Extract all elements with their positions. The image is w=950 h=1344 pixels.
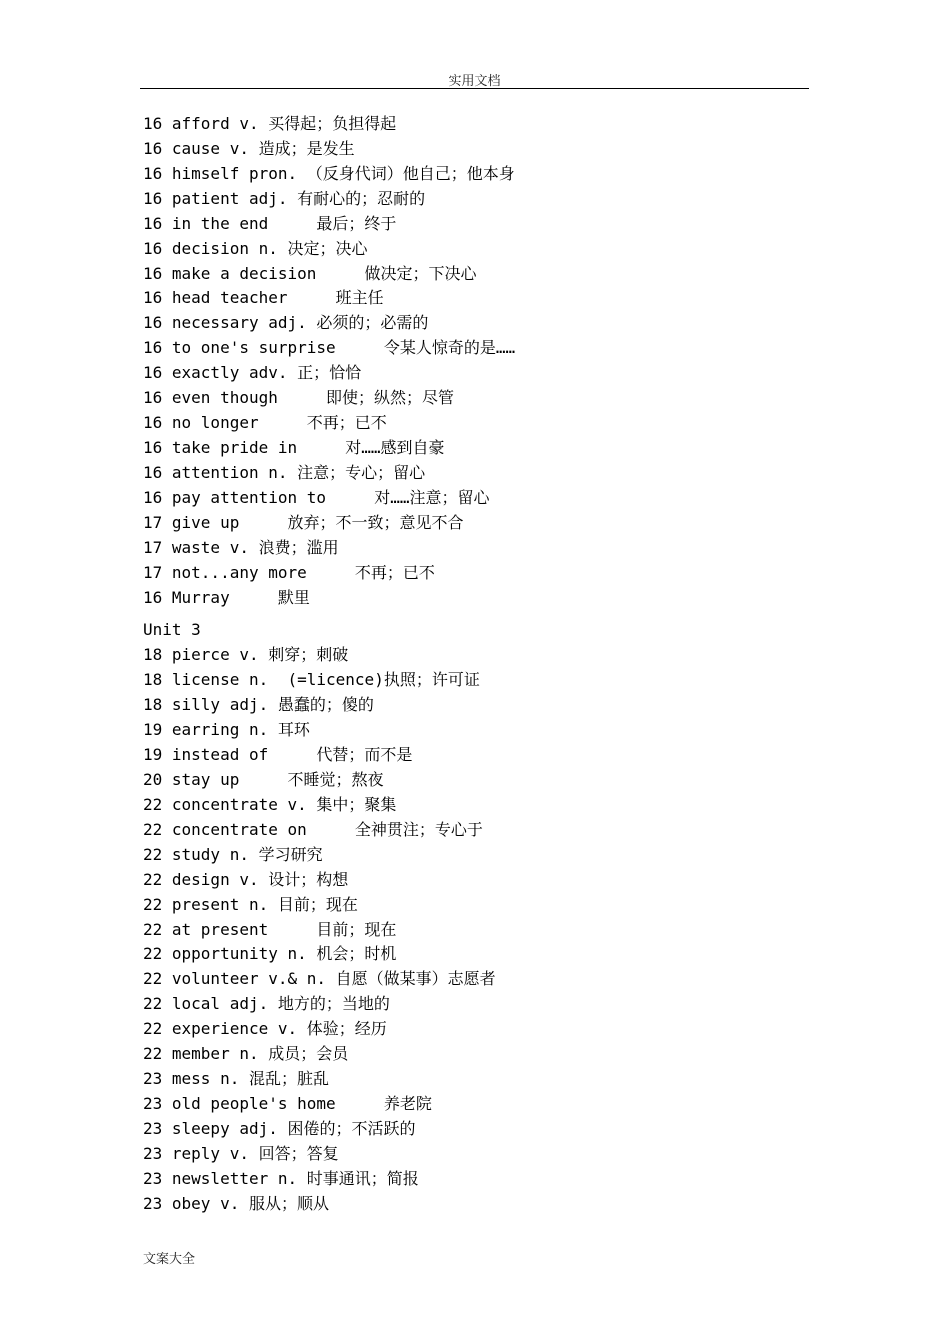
vocab-entry: 19 earring n. 耳环 (143, 720, 310, 740)
vocab-entry: 16 patient adj. 有耐心的；忍耐的 (143, 188, 426, 208)
vocab-entry: 16 in the end 最后；终于 (143, 213, 397, 233)
vocab-entry: 22 local adj. 地方的；当地的 (143, 994, 390, 1014)
vocab-entry: 22 member n. 成员；会员 (143, 1044, 349, 1064)
vocab-entry: 23 mess n. 混乱；脏乱 (143, 1069, 329, 1089)
vocab-entry: 16 decision n. 决定；决心 (143, 238, 368, 258)
vocab-entry: 16 cause v. 造成；是发生 (143, 138, 355, 158)
vocab-entry: 19 instead of 代替；而不是 (143, 745, 413, 765)
vocab-entry: 16 no longer 不再；已不 (143, 413, 387, 433)
vocab-entry: 22 concentrate v. 集中；聚集 (143, 794, 397, 814)
vocab-entry: 17 not...any more 不再；已不 (143, 562, 435, 582)
vocab-entry: 23 newsletter n. 时事通讯；简报 (143, 1168, 419, 1188)
vocab-entry: 22 volunteer v.& n. 自愿（做某事）志愿者 (143, 969, 496, 989)
page-header: 实用文档 (448, 74, 501, 89)
vocab-entry: 20 stay up 不睡觉；熬夜 (143, 769, 384, 789)
vocab-entry: 23 reply v. 回答；答复 (143, 1143, 339, 1163)
vocab-entry: 16 afford v. 买得起；负担得起 (143, 114, 397, 133)
vocabulary-list (143, 112, 803, 1217)
vocab-entry: 16 take pride in 对……感到自豪 (143, 437, 445, 457)
vocab-entry: 17 waste v. 浪费；滥用 (143, 537, 339, 557)
vocab-entry: 16 necessary adj. 必须的；必需的 (143, 313, 429, 333)
vocab-entry: 16 Murray 默里 (143, 587, 310, 607)
vocab-entry: 16 pay attention to 对……注意；留心 (143, 487, 490, 507)
unit-heading: Unit 3 (143, 620, 201, 640)
vocab-entry: 18 pierce v. 刺穿；刺破 (143, 645, 349, 665)
vocab-entry: 16 head teacher 班主任 (143, 288, 384, 308)
vocab-entry: 16 attention n. 注意；专心；留心 (143, 462, 426, 482)
vocab-entry: 16 exactly adv. 正；恰恰 (143, 363, 362, 383)
vocab-entry: 17 give up 放弃；不一致；意见不合 (143, 512, 464, 532)
vocab-entry: 18 license n. (=licence)执照；许可证 (143, 670, 480, 690)
vocab-entry: 22 concentrate on 全神贯注；专心于 (143, 819, 483, 839)
header-divider (140, 88, 809, 89)
vocab-entry: 18 silly adj. 愚蠢的；傻的 (143, 695, 374, 715)
vocab-entry: 22 design v. 设计；构想 (143, 869, 349, 889)
vocab-entry: 22 at present 目前；现在 (143, 919, 397, 939)
vocab-entry: 16 himself pron. （反身代词）他自己；他本身 (143, 163, 515, 183)
vocab-entry: 22 study n. 学习研究 (143, 844, 323, 864)
vocab-entry: 16 make a decision 做决定；下决心 (143, 263, 477, 283)
vocab-entry: 22 present n. 目前；现在 (143, 894, 358, 914)
vocab-entry: 22 experience v. 体验；经历 (143, 1019, 387, 1039)
page-footer: 文案大全 (143, 1252, 196, 1267)
vocab-entry: 22 opportunity n. 机会；时机 (143, 944, 397, 964)
vocab-entry: 23 old people's home 养老院 (143, 1093, 432, 1113)
vocab-entry: 23 sleepy adj. 困倦的；不活跃的 (143, 1118, 416, 1138)
vocab-entry: 23 obey v. 服从；顺从 (143, 1193, 329, 1213)
vocab-entry: 16 even though 即使；纵然；尽管 (143, 388, 455, 408)
vocab-entry: 16 to one's surprise 令某人惊奇的是…… (143, 338, 516, 358)
